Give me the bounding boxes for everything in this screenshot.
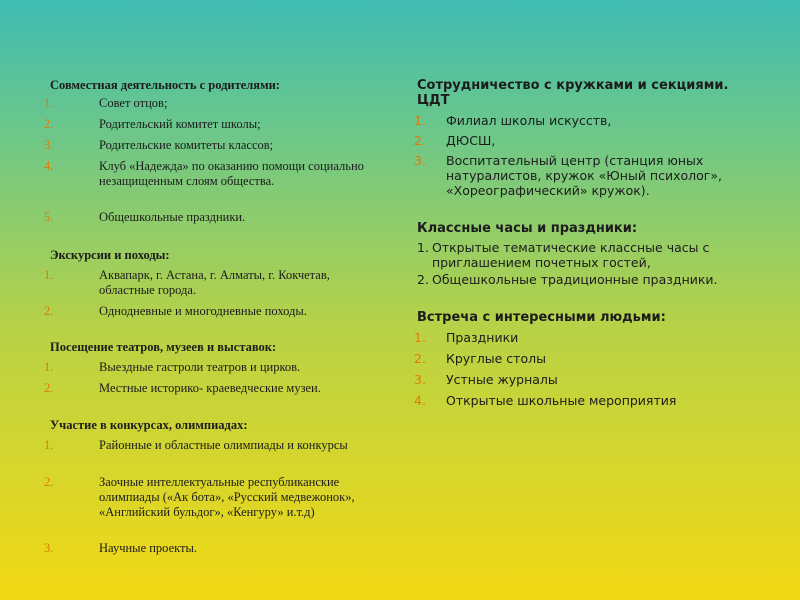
- list-number: 2.: [414, 351, 426, 366]
- list-text: Праздники: [446, 330, 519, 345]
- section-title-meetings: Встреча с интересными людьми:: [417, 310, 666, 325]
- list-text: Устные журналы: [446, 372, 558, 387]
- list-number: 1.: [44, 438, 54, 452]
- list-number: 2.: [414, 133, 426, 148]
- list-number: 1.: [414, 330, 426, 345]
- list-text: Выездные гастроли театров и цирков.: [99, 360, 301, 374]
- list-number: 2.: [44, 475, 54, 489]
- list-text: Общешкольные традиционные праздники.: [432, 272, 718, 287]
- list-number: 4.: [414, 393, 426, 408]
- list-text: Однодневные и многодневные походы.: [99, 304, 307, 318]
- list-text: Научные проекты.: [99, 541, 198, 555]
- list-number: 2.: [417, 272, 429, 287]
- list-text: Круглые столы: [446, 351, 546, 366]
- list-number: 2.: [44, 304, 54, 318]
- list-number: 3.: [414, 372, 426, 387]
- section-title-theaters: Посещение театров, музеев и выставок:: [50, 340, 277, 354]
- list-number: 4.: [44, 159, 54, 173]
- section-title-contests: Участие в конкурсах, олимпиадах:: [50, 418, 248, 432]
- list-text: Общешкольные праздники.: [99, 210, 246, 224]
- list-number: 2.: [44, 117, 54, 131]
- list-text: Родительский комитет школы;: [99, 117, 261, 131]
- list-number: 1.: [44, 268, 54, 282]
- list-number: 1.: [417, 240, 429, 255]
- list-text: Открытые школьные мероприятия: [446, 393, 677, 408]
- list-text: Местные историко- краеведческие музеи.: [99, 381, 321, 395]
- list-number: 1.: [44, 360, 54, 374]
- list-text: Заочные интеллектуальные республиканские олимпиады («Ак бота», «Русский медвежонок», «Английский бульдог», «Кенгуру» и.т.д): [99, 475, 355, 519]
- section-title-parents: Совместная деятельность с родителями:: [50, 78, 280, 92]
- list-number: 3.: [414, 153, 426, 168]
- list-text: ДЮСШ,: [446, 133, 496, 148]
- list-number: 1.: [44, 96, 54, 110]
- list-number: 3.: [44, 541, 54, 555]
- list-text: Родительские комитеты классов;: [99, 138, 274, 152]
- list-text: Филиал школы искусств,: [446, 113, 612, 128]
- list-number: 2.: [44, 381, 54, 395]
- list-text: Воспитательный центр (станция юных натуралистов, кружок «Юный психолог», «Хореографический» кружок).: [446, 153, 722, 198]
- section-title-excursions: Экскурсии и походы:: [50, 248, 170, 262]
- list-text: Клуб «Надежда» по оказанию помощи социально незащищенным слоям общества.: [99, 159, 364, 188]
- list-text: Совет отцов;: [99, 96, 168, 110]
- list-text: Открытые тематические классные часы с приглашением почетных гостей,: [432, 240, 710, 270]
- section-title-class-hours: Классные часы и праздники:: [417, 221, 638, 236]
- list-text: Аквапарк, г. Астана, г. Алматы, г. Кокчетав, областные города.: [99, 268, 330, 297]
- list-number: 5.: [44, 210, 54, 224]
- list-number: 1.: [414, 113, 426, 128]
- section-title-clubs: Сотрудничество с кружками и секциями. ЦДТ: [417, 78, 729, 108]
- list-number: 3.: [44, 138, 54, 152]
- list-text: Районные и областные олимпиады и конкурсы: [99, 438, 348, 452]
